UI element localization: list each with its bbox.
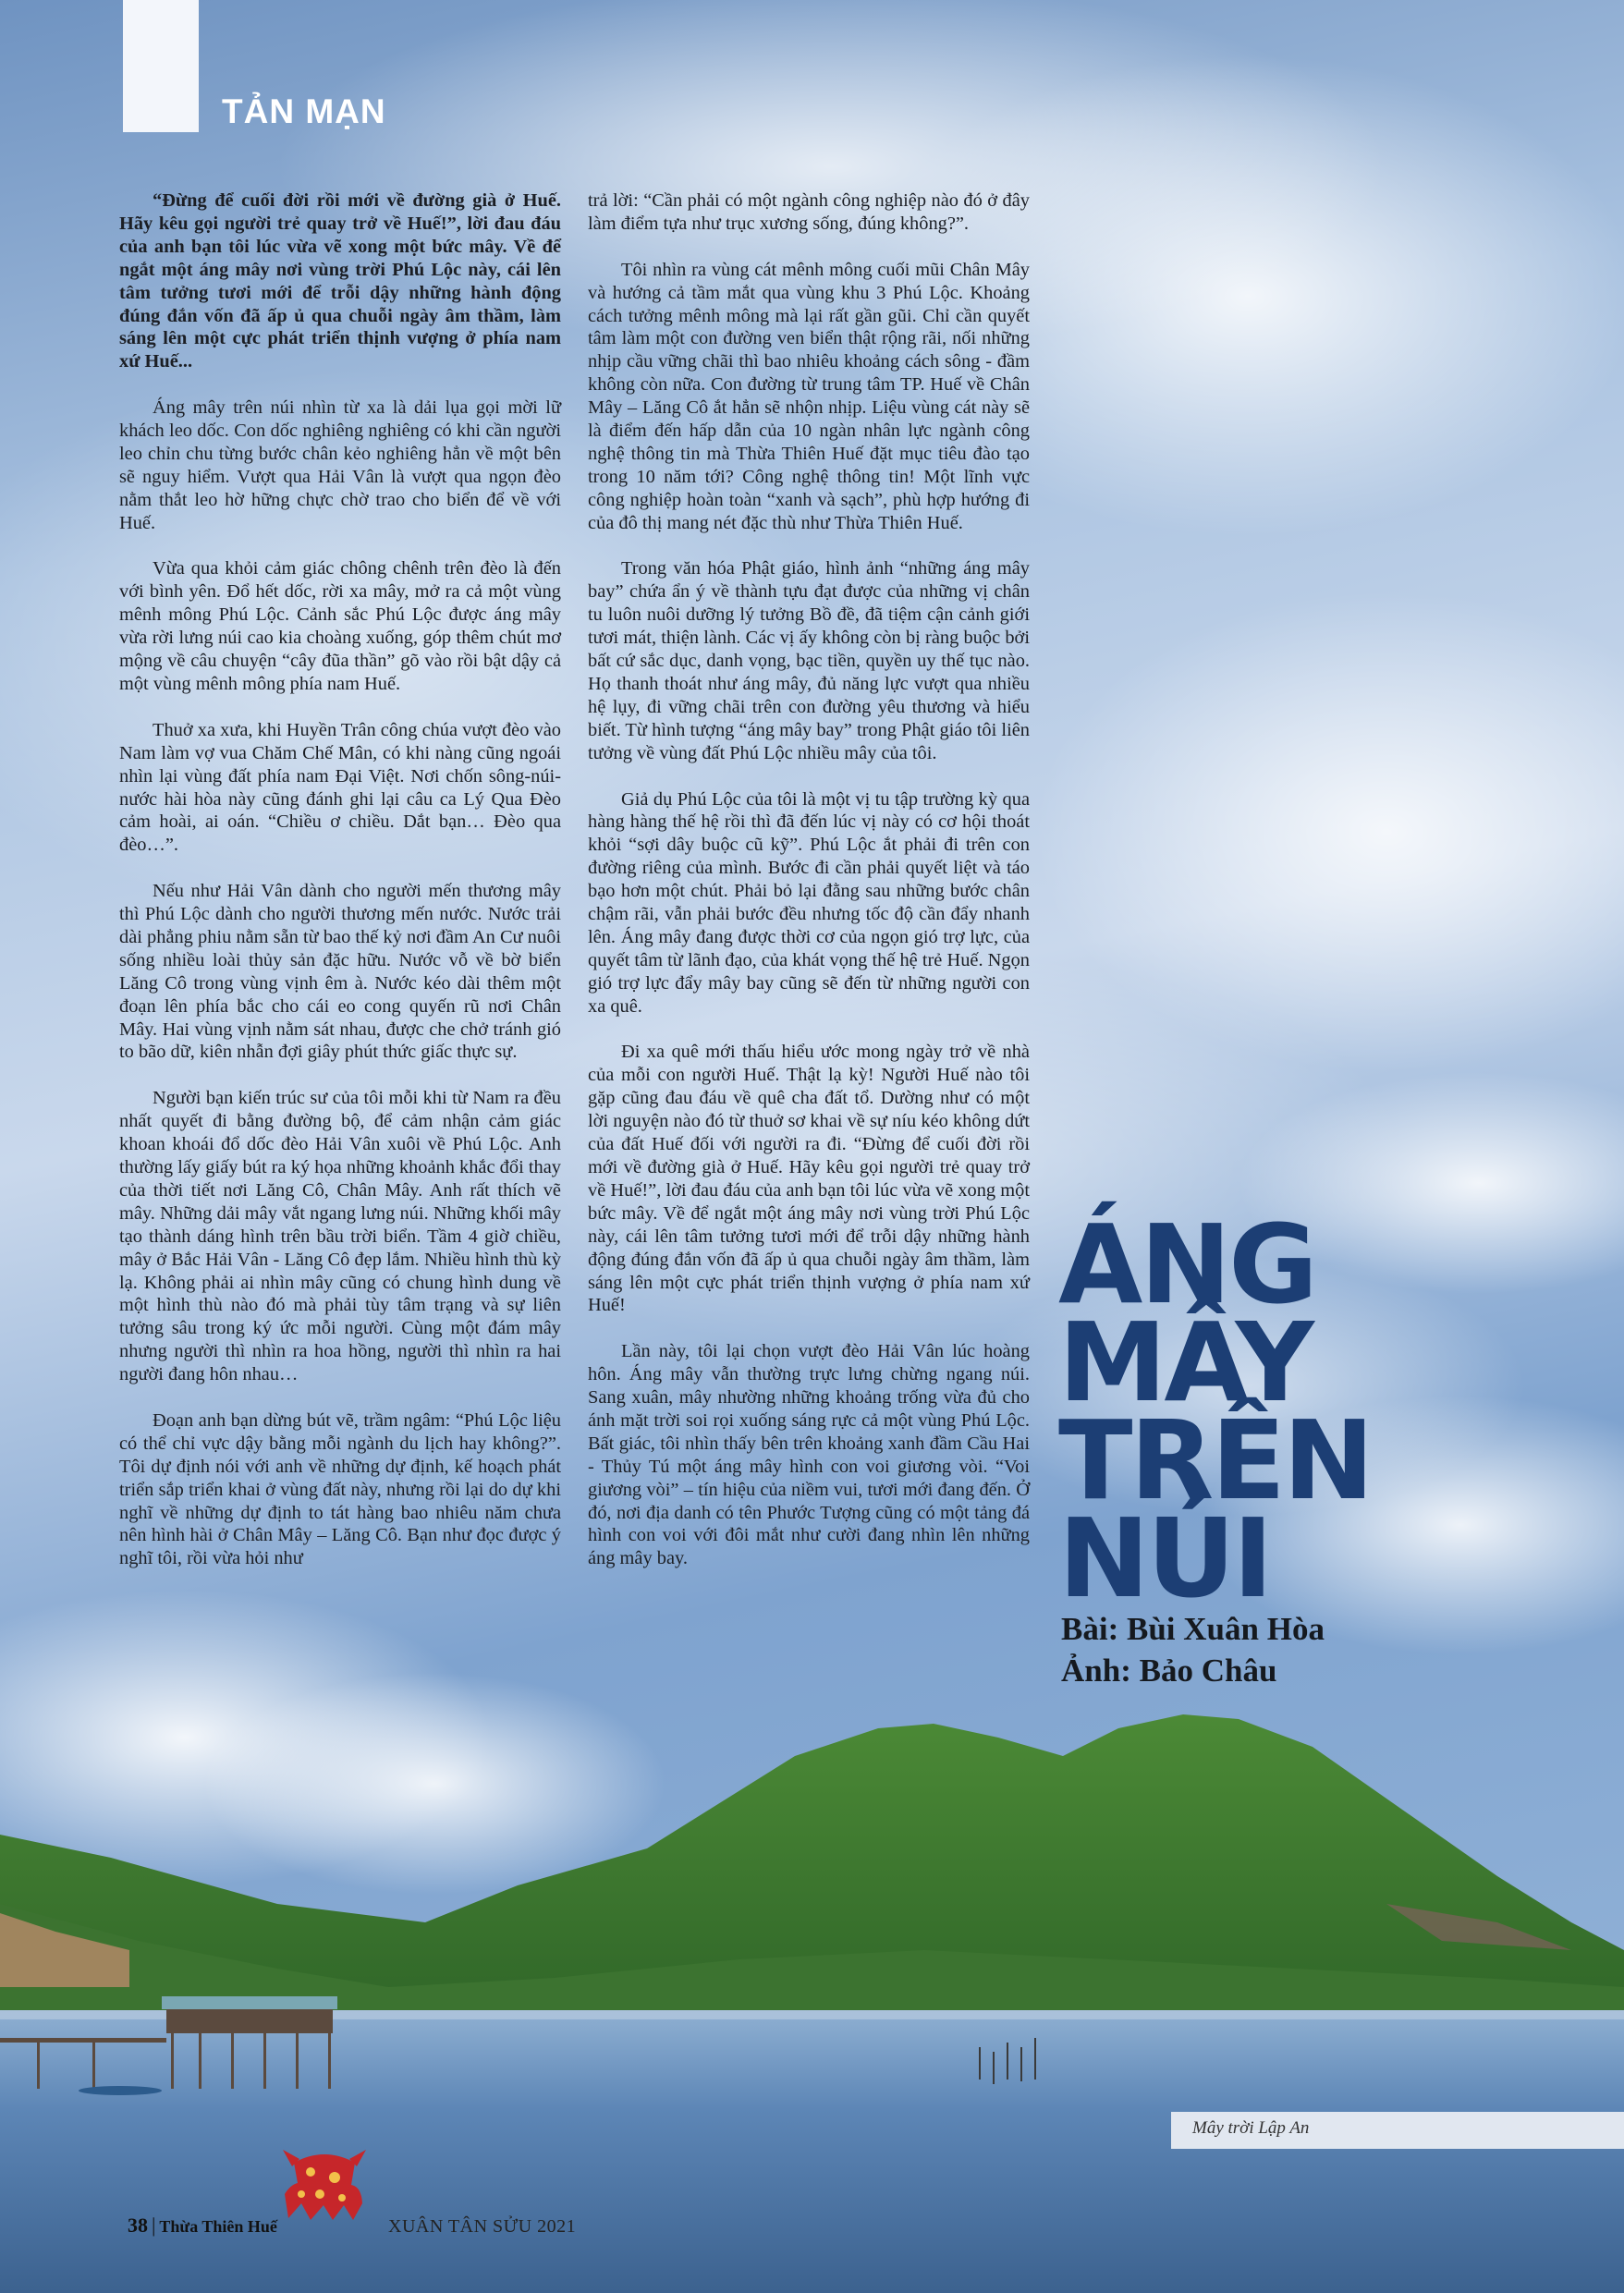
- photo-caption: Mây trời Lập An: [1192, 2118, 1310, 2138]
- lead-paragraph: “Đừng để cuối đời rồi mới về đường già ở Huế. Hãy kêu gọi người trẻ quay trở về Huế!”, lời đau đáu của anh bạn tôi lúc vừa vẽ xong một bức mây. Về để ngắt một áng mây nơi vùng trời Phú Lộc này, cái lên tâm tưởng tươi mới để trỗi dậy những hành động đúng đắn vốn đã ấp ủ qua chuỗi ngày âm thầm, làm sáng lên một cực phát triển thịnh vượng ở phía nam xứ Huế...: [119, 190, 561, 372]
- body-paragraph: Trong văn hóa Phật giáo, hình ảnh “những áng mây bay” chứa ẩn ý về thành tựu đạt được của những vị chân tu luôn nuôi dưỡng lý tưởng Bồ đề, đã tiệm cận cảnh giới tươi mát, thiện lành. Các vị ấy không còn bị ràng buộc bởi bất cứ sắc dục, danh vọng, bạc tiền, quyền uy thế tục nào. Họ thanh thoát như áng mây, đủ năng lực vượt qua nhiều hệ lụy, đi vững chãi trên con đường yêu thương và hiểu biết. Từ hình tượng “áng mây bay” trong Phật giáo tôi liên tưởng về vùng đất Phú Lộc nhiều mây của tôi.: [588, 558, 1030, 763]
- footer: [128, 2214, 277, 2238]
- article-column-right: [588, 189, 1030, 1593]
- title-line: NÚI: [1058, 1494, 1271, 1622]
- body-paragraph: Đi xa quê mới thấu hiểu ước mong ngày trở về nhà của mỗi con người Huế. Thật lạ kỳ! Người Huế nào tôi gặp cũng đau đáu về quê cha đất tổ. Dường như có một lời nguyện nào đó từ thuở sơ khai về sự níu kéo không dứt của đất Huế đối với người ra đi. “Đừng để cuối đời rồi mới về đường già ở Huế. Hãy kêu gọi người trẻ quay trở về Huế!”, lời đau đáu của anh bạn tôi lúc vừa vẽ xong một bức mây. Về để ngắt một áng mây nơi vùng trời Phú Lộc này, cái lên tâm tưởng tươi mới để trỗi dậy những hành động đúng đắn vốn đã ấp ủ qua chuỗi ngày âm thầm, làm sáng lên một cực phát triển thịnh vượng ở phía nam xứ Huế!: [588, 1042, 1030, 1316]
- title-line: TRÊN: [1058, 1397, 1372, 1524]
- buffalo-logo-icon: [274, 2129, 375, 2236]
- section-tab: [123, 0, 199, 132]
- author-credit: Bài: Bùi Xuân Hòa: [1061, 1611, 1325, 1647]
- body-paragraph: Giả dụ Phú Lộc của tôi là một vị tu tập trường kỳ qua hàng hàng thế hệ rồi thì đã đến lúc vị này có cơ hội thoát khỏi “sợi dây buộc cũ kỹ”. Phú Lộc ắt phải đi trên con đường riêng của mình. Bước đi cần phải quyết liệt và táo bạo hơn một chút. Phải bỏ lại đằng sau những bước chân chậm rãi, vẫn phải bước đều nhưng tốc độ cần đẩy nhanh lên. Áng mây đang được thời cơ của ngọn gió trợ lực, của quyết tâm từ lãnh đạo, của khát vọng thế hệ trẻ Huế. Ngọn gió trợ lực đẩy mây bay cũng sẽ đến từ những người con xa quê.: [588, 788, 1030, 1017]
- article-title: [1058, 1201, 1372, 1622]
- body-paragraph: trả lời: “Cần phải có một ngành công nghiệp nào đó ở đây làm điểm tựa như trục xương sống, đúng không?”.: [588, 190, 1030, 234]
- body-paragraph: Áng mây trên núi nhìn từ xa là dải lụa gọi mời lữ khách leo dốc. Con dốc nghiêng nghiêng có khi cần người leo chỉn chu từng bước chân kẻo nghiêng hẳn về một bên sẽ nguy hiểm. Vượt qua Hải Vân là vượt qua ngọn đèo nằm thắt leo hờ hững chực chờ trao cho biển để về với Huế.: [119, 397, 561, 533]
- body-paragraph: Nếu như Hải Vân dành cho người mến thương mây thì Phú Lộc dành cho người thương mến nước. Nước trải dài phẳng phiu nằm sẵn từ bao thế kỷ nơi đầm An Cư nuôi sống nhiều loài thủy sản đặc hữu. Nước vỗ về bờ biển Lăng Cô trong vùng vịnh êm à. Nước kéo dài thêm một đoạn lên phía bắc cho cái eo cong quyến rũ nơi Chân Mây. Hai vùng vịnh nằm sát nhau, được che chở tránh gió to bão dữ, kiên nhẫn đợi giây phút thức giấc thực sự.: [119, 881, 561, 1063]
- issue-label: XUÂN TÂN SỬU 2021: [388, 2216, 577, 2237]
- article-column-left: [119, 189, 561, 1593]
- photo-credit: Ảnh: Bảo Châu: [1061, 1653, 1277, 1689]
- byline: [1061, 1608, 1325, 1691]
- title-line: MÂY: [1058, 1299, 1312, 1426]
- footer-separator: |: [152, 2214, 156, 2237]
- page-number: 38: [128, 2214, 148, 2237]
- body-paragraph: Thuở xa xưa, khi Huyền Trân công chúa vượt đèo vào Nam làm vợ vua Chăm Chế Mân, có khi nàng cũng ngoái nhìn lại vùng đất phía nam Đại Việt. Nơi chốn sông-núi-nước hài hòa này cũng đánh ghi lại câu ca Lý Qua Đèo cảm hoài, ai oán. “Chiều ơ chiều. Dắt bạn… Đèo qua đèo…”.: [119, 719, 561, 856]
- body-paragraph: Lần này, tôi lại chọn vượt đèo Hải Vân lúc hoàng hôn. Áng mây vẫn thường trực lưng chừng ngang núi. Sang xuân, mây nhường những khoảng trống vừa đủ cho ánh mặt trời soi rọi xuống sáng rực cả một vùng Phú Lộc. Bất giác, tôi nhìn thấy bên trên khoảng xanh đầm Cầu Hai - Thủy Tú một áng mây hình con voi giương vòi. “Voi giương vòi” – tín hiệu của niềm vui, tươi mới đang đến. Ở đó, nơi địa danh có tên Phước Tượng cũng có một tảng đá hình con voi với đôi mắt như cười đang nhìn lên những áng mây bay.: [588, 1341, 1030, 1569]
- magazine-name: Thừa Thiên Huế: [159, 2217, 277, 2236]
- body-paragraph: Tôi nhìn ra vùng cát mênh mông cuối mũi Chân Mây và hướng cả tầm mắt qua vùng khu 3 Phú Lộc. Khoảng cách tưởng mênh mông mà lại rất gần gũi. Chỉ cần quyết tâm làm một con đường ven biển thật rộng rãi, nối những nhịp cầu vững chãi thì bao nhiêu khoảng cách sông - đầm không còn nữa. Con đường từ trung tâm TP. Huế về Chân Mây – Lăng Cô ắt hẳn sẽ nhộn nhịp. Liệu vùng cát này sẽ là điểm đến hấp dẫn của 10 ngàn nhân lực ngành công nghệ thông tin mà Thừa Thiên Huế đặt mục tiêu đào tạo trong 10 năm tới? Công nghệ thông tin! Một lĩnh vực công nghiệp hoàn toàn “xanh và sạch”, phù hợp hướng đi của đô thị mang nét đặc thù như Thừa Thiên Huế.: [588, 259, 1030, 533]
- title-line: ÁNG: [1058, 1201, 1315, 1328]
- body-paragraph: Người bạn kiến trúc sư của tôi mỗi khi từ Nam ra đều nhất quyết đi bằng đường bộ, để cảm nhận cảm giác khoan khoái đổ dốc đèo Hải Vân xuôi về Phú Lộc. Anh thường lấy giấy bút ra ký họa những khoảnh khắc đổi thay của thời tiết nơi Lăng Cô, Chân Mây. Anh rất thích vẽ mây. Những dải mây vắt ngang lưng núi. Những khối mây tạo thành dáng hình trên bầu trời biển. Tầm 4 giờ chiều, mây ở Bắc Hải Vân - Lăng Cô đẹp lắm. Nhiều hình thù kỳ lạ. Không phải ai nhìn mây cũng có chung hình dung về một hình thù nào đó mà phải tùy tâm trạng và sự liên tưởng sâu trong ký ức mỗi người. Cùng một đám mây nhưng người thì nhìn ra hoa hồng, người thì nhìn ra hai người đang hôn nhau…: [119, 1088, 561, 1385]
- body-paragraph: Đoạn anh bạn dừng bút vẽ, trầm ngâm: “Phú Lộc liệu có thể chỉ vực dậy bằng mỗi ngành du lịch hay không?”. Tôi dự định nói với anh về những dự định, kế hoạch phát triển sắp triển khai ở vùng đất này, nhưng rồi lại do dự khi nghĩ về những dự định to tát hàng bao nhiêu năm chưa nên hình hài ở Chân Mây – Lăng Cô. Bạn như đọc được ý nghĩ tôi, rồi vừa hỏi như: [119, 1409, 561, 1569]
- section-label: TẢN MẠN: [222, 92, 386, 130]
- body-paragraph: Vừa qua khỏi cảm giác chông chênh trên đèo là đến với bình yên. Đổ hết dốc, rời xa mây, mở ra cả một vùng mênh mông Phú Lộc. Cảnh sắc Phú Lộc được áng mây vừa rời lưng núi cao kia choàng xuống, góp thêm chút mơ mộng về câu chuyện “cây đũa thần” gõ vào rồi bật dậy cả một vùng mênh mông phía nam Huế.: [119, 558, 561, 694]
